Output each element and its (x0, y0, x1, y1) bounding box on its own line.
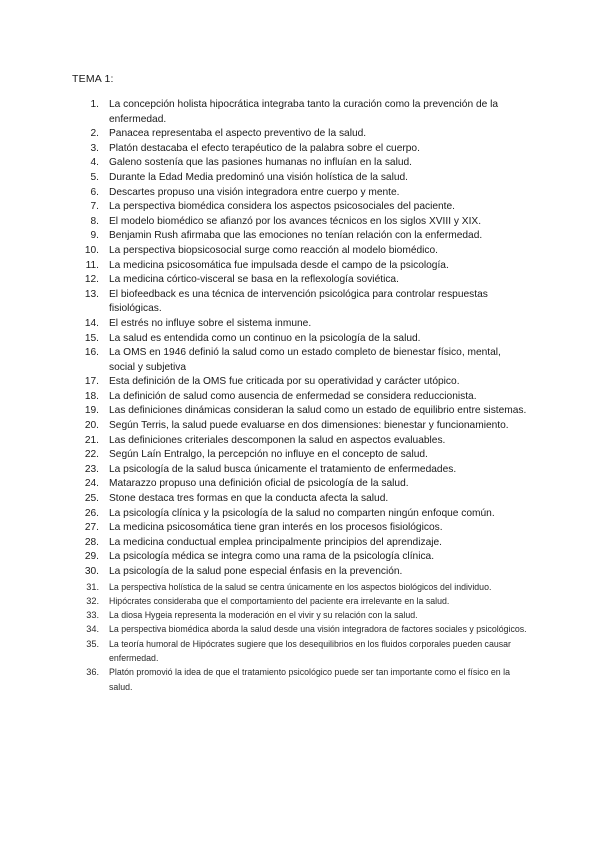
item-text: Matarazzo propuso una definición oficial de psicología de la salud. (109, 478, 409, 490)
item-text: Platón promovió la idea de que el tratamiento psicológico puede ser tan importante como el físico en la salud. (109, 667, 510, 692)
list-item (0, 98, 600, 127)
item-text: El modelo biomédico se afianzó por los avances técnicos en los siglos XVIII y XIX. (109, 215, 482, 227)
list-item (0, 463, 600, 478)
item-number: 4. (90, 157, 99, 169)
item-text: Panacea representaba el aspecto preventivo de la salud. (109, 128, 367, 140)
list-item (0, 259, 600, 274)
list-item (0, 550, 600, 565)
item-text: La medicina psicosomática tiene gran interés en los procesos fisiológicos. (109, 522, 443, 534)
item-number: 24. (84, 478, 99, 490)
list-item (0, 419, 600, 434)
item-text: La perspectiva biomédica aborda la salud desde una visión integradora de factores sociales y psicológicos. (109, 624, 527, 635)
item-text: La diosa Hygeia representa la moderación en el vivir y su relación con la salud. (109, 610, 418, 621)
list-item (0, 477, 600, 492)
item-number: 29. (84, 551, 99, 563)
item-text: Las definiciones dinámicas consideran la salud como un estado de equilibrio entre sistemas. (109, 405, 527, 417)
item-number: 19. (84, 405, 99, 417)
item-number: 25. (84, 493, 99, 505)
item-number: 17. (84, 376, 99, 388)
list-item (0, 608, 600, 622)
list-item (0, 507, 600, 522)
list-item (0, 127, 600, 142)
item-number: 23. (84, 463, 99, 475)
item-number: 27. (84, 522, 99, 534)
item-number: 18. (84, 390, 99, 402)
item-text: La medicina conductual emplea principalmente principios del aprendizaje. (109, 536, 442, 548)
item-number: 15. (84, 332, 99, 344)
item-text: La concepción holista hipocrática integraba tanto la curación como la prevención de la enfermedad. (109, 99, 499, 125)
item-number: 35. (86, 638, 99, 649)
item-number: 12. (84, 274, 99, 286)
item-number: 10. (84, 244, 99, 256)
item-number: 9. (90, 230, 99, 242)
list-item (0, 200, 600, 215)
item-number: 32. (86, 595, 99, 606)
list-item (0, 215, 600, 230)
list-item (0, 171, 600, 186)
statement-list (0, 98, 600, 694)
item-number: 3. (90, 142, 99, 154)
item-number: 11. (85, 259, 99, 271)
list-item (0, 156, 600, 171)
list-item (0, 492, 600, 507)
item-number: 8. (90, 215, 99, 227)
list-item (0, 448, 600, 463)
item-text: Hipócrates consideraba que el comportamiento del paciente era irrelevante en la salud. (109, 595, 450, 606)
list-item (0, 390, 600, 405)
list-item (0, 637, 600, 666)
item-number: 1. (90, 99, 99, 110)
list-item (0, 565, 600, 580)
item-text: El biofeedback es una técnica de intervención psicológica para controlar respuestas fisiológicas. (109, 288, 488, 315)
item-number: 13. (84, 288, 99, 300)
item-text: Galeno sostenía que las pasiones humanas no influían en la salud. (109, 157, 413, 169)
item-number: 28. (84, 536, 99, 548)
item-text: La perspectiva biomédica considera los aspectos psicosociales del paciente. (109, 201, 456, 213)
list-item (0, 521, 600, 536)
item-number: 30. (84, 566, 99, 577)
list-item (0, 434, 600, 449)
item-number: 26. (84, 507, 99, 519)
item-text: Durante la Edad Media predominó una visión holística de la salud. (109, 171, 409, 183)
list-item (0, 142, 600, 157)
item-number: 20. (84, 420, 99, 432)
item-text: Descartes propuso una visión integradora entre cuerpo y mente. (109, 186, 400, 198)
list-item (0, 288, 600, 317)
list-item (0, 186, 600, 201)
item-text: Platón destacaba el efecto terapéutico de la palabra sobre el cuerpo. (109, 142, 420, 154)
item-number: 14. (84, 317, 99, 329)
item-text: La salud es entendida como un continuo en la psicología de la salud. (109, 332, 421, 344)
item-text: La OMS en 1946 definió la salud como un estado completo de bienestar físico, mental, social y subjetiva (109, 347, 501, 373)
item-text: La perspectiva biopsicosocial surge como reacción al modelo biomédico. (109, 244, 439, 256)
item-text: Esta definición de la OMS fue criticada por su operatividad y carácter utópico. (109, 376, 460, 388)
item-number: 6. (90, 186, 99, 198)
item-text: Stone destaca tres formas en que la conducta afecta la salud. (109, 493, 389, 505)
list-item (0, 346, 600, 375)
list-item (0, 622, 600, 636)
item-number: 5. (90, 171, 99, 183)
item-number: 34. (86, 624, 99, 635)
item-number: 31. (86, 581, 99, 592)
item-number: 16. (84, 347, 99, 359)
list-item (0, 229, 600, 244)
list-item (0, 244, 600, 259)
item-text: La psicología de la salud busca únicamente el tratamiento de enfermedades. (109, 463, 457, 475)
list-item (0, 404, 600, 419)
list-item (0, 375, 600, 390)
item-number: 33. (86, 610, 99, 621)
item-text: La psicología de la salud pone especial énfasis en la prevención. (109, 566, 403, 577)
page-title: TEMA 1: (72, 73, 114, 85)
list-item (0, 317, 600, 332)
item-text: Según Terris, la salud puede evaluarse en dos dimensiones: bienestar y funcionamiento. (109, 420, 509, 432)
list-item (0, 332, 600, 347)
item-text: La perspectiva holística de la salud se centra únicamente en los aspectos biológicos del individuo. (109, 581, 492, 592)
item-number: 22. (84, 449, 99, 461)
item-text: Las definiciones criteriales descomponen la salud en aspectos evaluables. (109, 434, 446, 446)
item-text: La medicina psicosomática fue impulsada desde el campo de la psicología. (109, 259, 449, 271)
list-item (0, 665, 600, 694)
list-item (0, 273, 600, 288)
item-text: Según Laín Entralgo, la percepción no influye en el concepto de salud. (109, 449, 428, 461)
list-item (0, 536, 600, 551)
item-text: Benjamin Rush afirmaba que las emociones no tenían relación con la enfermedad. (109, 230, 483, 242)
item-number: 2. (90, 128, 99, 140)
item-text: La teoría humoral de Hipócrates sugiere que los desequilibrios en los fluidos corporales pueden causar enfermedad. (109, 638, 511, 664)
item-text: El estrés no influye sobre el sistema inmune. (109, 317, 312, 329)
item-text: La medicina córtico-visceral se basa en la reflexología soviética. (109, 274, 399, 286)
item-number: 7. (90, 201, 99, 213)
item-text: La definición de salud como ausencia de enfermedad se considera reduccionista. (109, 390, 477, 402)
item-number: 36. (86, 667, 99, 678)
item-text: La psicología médica se integra como una rama de la psicología clínica. (109, 551, 435, 563)
item-number: 21. (84, 434, 99, 446)
list-item (0, 580, 600, 594)
list-item (0, 594, 600, 608)
item-text: La psicología clínica y la psicología de la salud no comparten ningún enfoque común. (109, 507, 495, 519)
